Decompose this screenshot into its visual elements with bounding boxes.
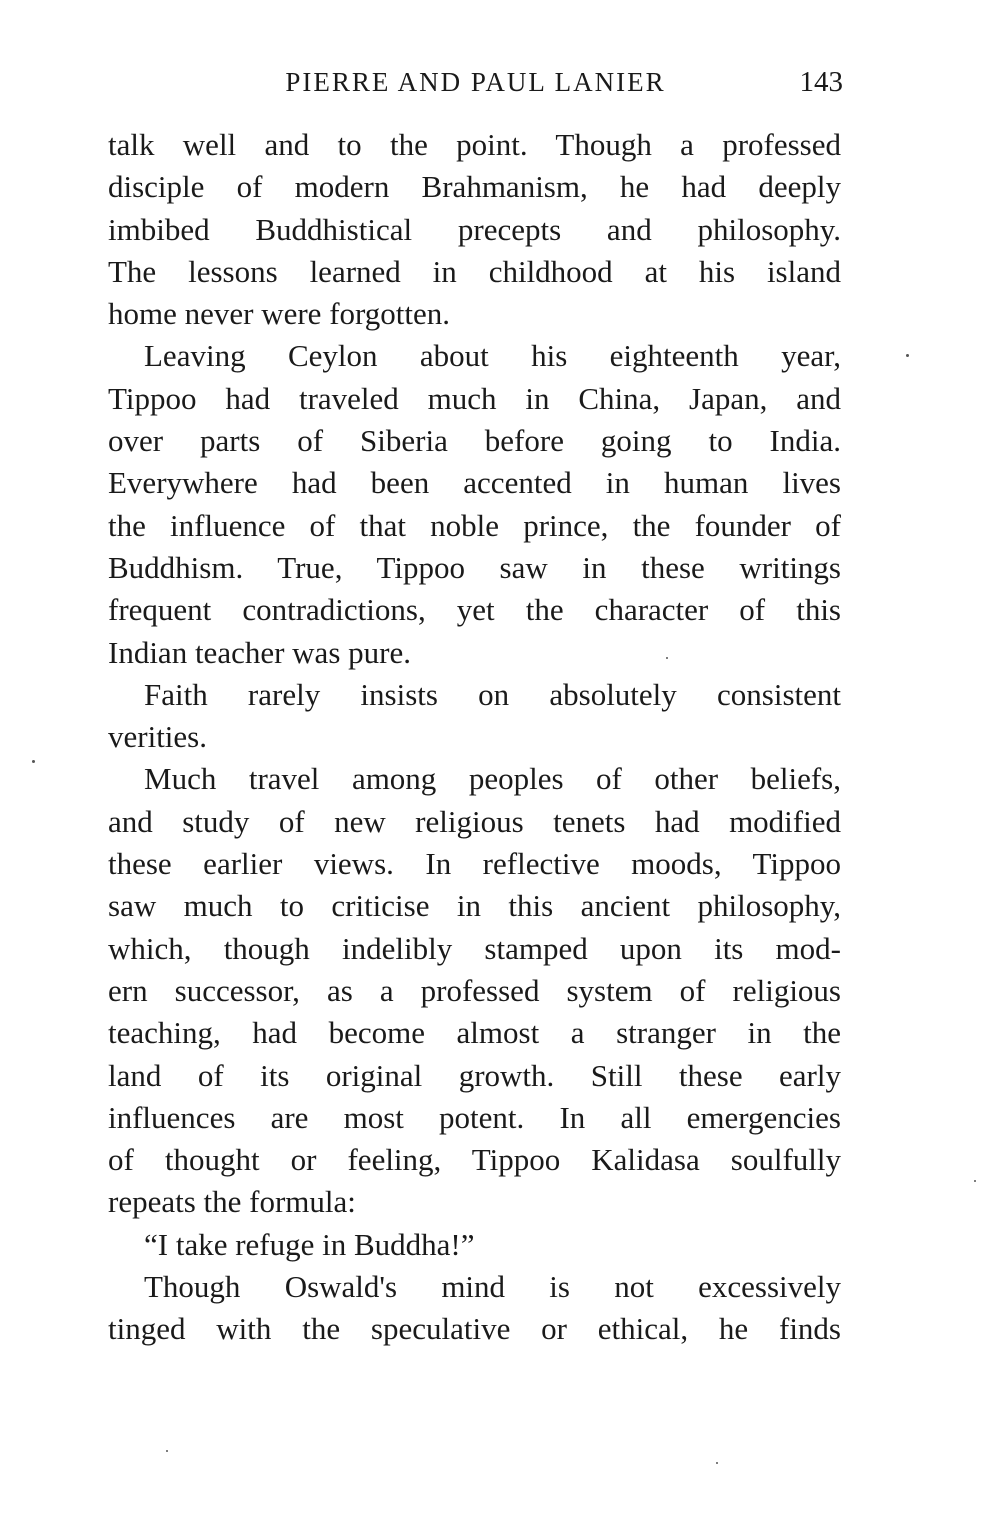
running-head xyxy=(108,62,843,102)
speck xyxy=(166,1450,168,1452)
text-line: and study of new religious tenets had modified xyxy=(108,803,841,839)
speck xyxy=(974,1180,976,1182)
text-line: over parts of Siberia before going to India. xyxy=(108,423,841,459)
text-line: Everywhere had been accented in human lives xyxy=(108,465,841,501)
text-line: Tippoo had traveled much in China, Japan, and xyxy=(108,380,841,416)
text-line: “I take refuge in Buddha!” xyxy=(144,1226,475,1262)
text-line: these earlier views. In reflective moods, Tippoo xyxy=(108,846,841,882)
text-line: teaching, had become almost a stranger in the xyxy=(108,1015,841,1051)
text-line: Faith rarely insists on absolutely consistent xyxy=(144,676,841,712)
text-line: ern successor, as a professed system of religious xyxy=(108,972,841,1008)
text-line: tinged with the speculative or ethical, he finds xyxy=(108,1311,841,1347)
text-line: verities. xyxy=(108,719,207,755)
text-line: the influence of that noble prince, the founder of xyxy=(108,507,841,543)
speck xyxy=(32,760,35,763)
text-line: Indian teacher was pure. xyxy=(108,634,411,670)
text-line: land of its original growth. Still these early xyxy=(108,1057,841,1093)
text-line: The lessons learned in childhood at his island xyxy=(108,253,841,289)
text-line: home never were forgotten. xyxy=(108,296,451,332)
speck xyxy=(666,657,668,659)
text-line: imbibed Buddhistical precepts and philosophy. xyxy=(108,211,841,247)
text-line: Leaving Ceylon about his eighteenth year, xyxy=(144,338,841,374)
text-line: repeats the formula: xyxy=(108,1184,356,1220)
text-line: which, though indelibly stamped upon its mod- xyxy=(108,930,841,966)
text-line: saw much to criticise in this ancient philosophy, xyxy=(108,888,841,924)
text-line: of thought or feeling, Tippoo Kalidasa soulfully xyxy=(108,1142,841,1178)
text-line: frequent contradictions, yet the character of this xyxy=(108,592,841,628)
text-line: influences are most potent. In all emergencies xyxy=(108,1099,841,1135)
text-line: Much travel among peoples of other beliefs, xyxy=(144,761,841,797)
speck xyxy=(906,354,909,357)
text-line: talk well and to the point. Though a professed xyxy=(108,127,841,162)
text-line: Though Oswald's mind is not excessively xyxy=(144,1269,841,1305)
text-line: disciple of modern Brahmanism, he had deeply xyxy=(108,169,841,205)
body-text xyxy=(108,124,841,1351)
page-number: 143 xyxy=(799,66,843,98)
speck xyxy=(716,1462,718,1464)
text-line: Buddhism. True, Tippoo saw in these writings xyxy=(108,549,841,585)
running-title: PIERRE AND PAUL LANIER xyxy=(285,67,666,97)
